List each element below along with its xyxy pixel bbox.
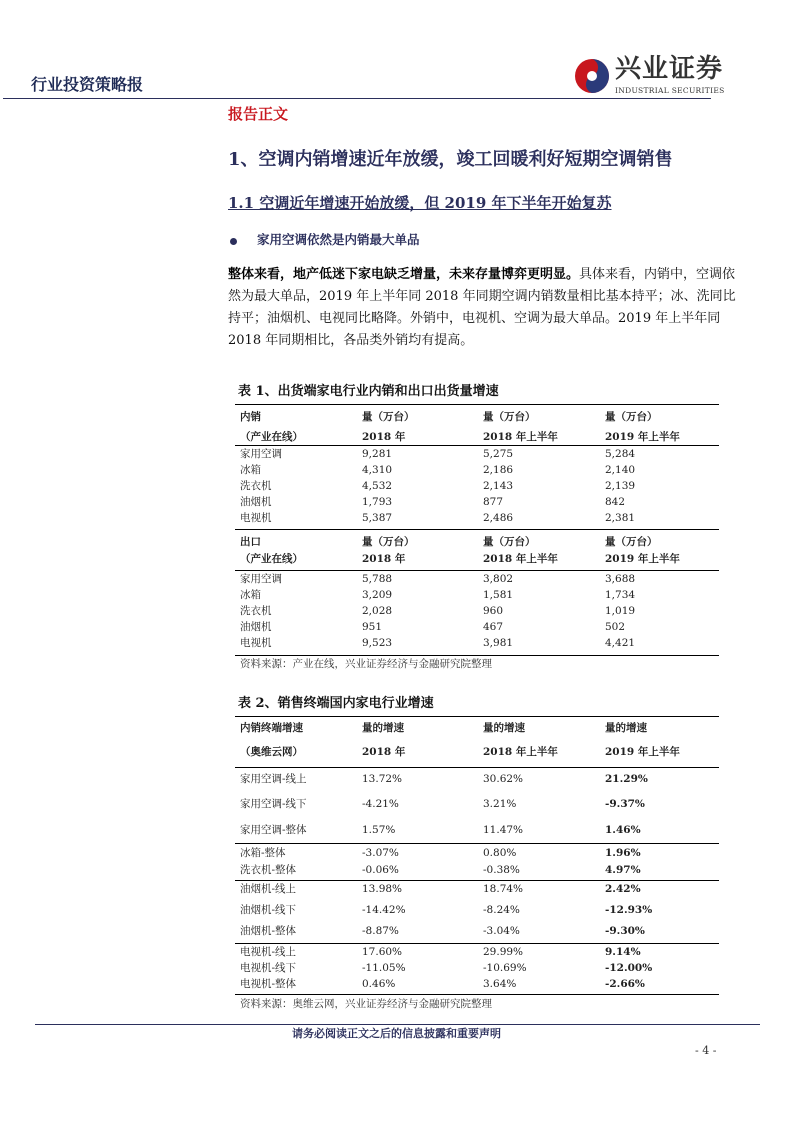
table1-header-cell: 量（万台） bbox=[362, 536, 415, 548]
table2-header-cell: 2018 年上半年 bbox=[483, 746, 558, 758]
table1-header-cell: 量（万台） bbox=[605, 536, 658, 548]
table-rule bbox=[235, 767, 719, 768]
table2-row-cell: -3.07% bbox=[362, 847, 399, 859]
table1-row-cell: 3,688 bbox=[605, 573, 636, 585]
table2-row-cell: 2.42% bbox=[605, 883, 641, 895]
table2-header-cell: 2018 年 bbox=[362, 746, 406, 758]
table1-row-cell: 502 bbox=[605, 621, 626, 633]
table1-row-cell: 洗衣机 bbox=[240, 605, 272, 617]
table1-row-cell: 4,310 bbox=[362, 464, 393, 476]
table2-row-cell: 3.64% bbox=[483, 978, 517, 990]
table1-row-cell: 9,523 bbox=[362, 637, 393, 649]
table1-header-cell: （产业在线） bbox=[240, 431, 303, 443]
table1-row-cell: 冰箱 bbox=[240, 589, 261, 601]
page-number: - 4 - bbox=[695, 1044, 717, 1057]
table1-row-cell: 电视机 bbox=[240, 637, 272, 649]
table2-row-cell: 家用空调-线上 bbox=[240, 773, 307, 785]
table1-row-cell: 1,793 bbox=[362, 496, 393, 508]
table2-row-cell: 家用空调-整体 bbox=[240, 824, 307, 836]
table-rule bbox=[235, 716, 719, 717]
table1-row-cell: 3,802 bbox=[483, 573, 514, 585]
table2-row-cell: -9.37% bbox=[605, 798, 645, 810]
table1-row-cell: 电视机 bbox=[240, 512, 272, 524]
table1-header-cell: 2019 年上半年 bbox=[605, 431, 680, 443]
table2-row-cell: 1.57% bbox=[362, 824, 396, 836]
table2-row-cell: 电视机-整体 bbox=[240, 978, 297, 990]
heading-2: 1.1 空调近年增速开始放缓，但 2019 年下半年开始复苏 bbox=[228, 194, 612, 212]
table1-header-cell: 2018 年 bbox=[362, 553, 406, 565]
table1-row-cell: 2,486 bbox=[483, 512, 514, 524]
table-rule bbox=[235, 655, 719, 656]
table2-source: 资料来源：奥维云网，兴业证券经济与金融研究院整理 bbox=[240, 998, 492, 1010]
table1-header-cell: 出口 bbox=[240, 536, 261, 548]
table2-row-cell: 0.80% bbox=[483, 847, 517, 859]
table1-row-cell: 467 bbox=[483, 621, 504, 633]
body-paragraph bbox=[228, 264, 738, 352]
table2-row-cell: 13.98% bbox=[362, 883, 403, 895]
header-divider bbox=[3, 98, 711, 99]
table1-row-cell: 2,381 bbox=[605, 512, 636, 524]
table2-header-cell: 2019 年上半年 bbox=[605, 746, 680, 758]
table2-row-cell: -12.93% bbox=[605, 904, 653, 916]
table1-row-cell: 家用空调 bbox=[240, 448, 282, 460]
table1-header-cell: 量（万台） bbox=[483, 411, 536, 423]
table1-row-cell: 油烟机 bbox=[240, 496, 272, 508]
table-rule bbox=[235, 994, 719, 995]
heading-1: 1、空调内销增速近年放缓，竣工回暖利好短期空调销售 bbox=[228, 149, 673, 170]
table1-row-cell: 4,421 bbox=[605, 637, 636, 649]
table2-row-cell: -3.04% bbox=[483, 925, 520, 937]
table2-row-cell: 洗衣机-整体 bbox=[240, 864, 297, 876]
table2-header-cell: 量的增速 bbox=[483, 722, 525, 734]
table2-row-cell: 21.29% bbox=[605, 773, 648, 785]
table2-row-cell: -12.00% bbox=[605, 962, 653, 974]
table1-row-cell: 842 bbox=[605, 496, 626, 508]
table2-row-cell: 电视机-线上 bbox=[240, 946, 297, 958]
table2-row-cell: -2.66% bbox=[605, 978, 645, 990]
table2-row-cell: -11.05% bbox=[362, 962, 406, 974]
table1-source: 资料来源：产业在线，兴业证券经济与金融研究院整理 bbox=[240, 658, 492, 670]
table2-row-cell: 油烟机-线下 bbox=[240, 904, 297, 916]
table1-row-cell: 4,532 bbox=[362, 480, 393, 492]
table1-row-cell: 2,028 bbox=[362, 605, 393, 617]
table2-row-cell: -9.30% bbox=[605, 925, 645, 937]
table2-header-cell: （奥维云网） bbox=[240, 746, 303, 758]
para-rest: 具体来看，内销中，空调依然为最大单品，2019 年上半年同 2018 年同期空调内销数量相比基本持平；冰、洗同比持平；油烟机、电视同比略降。外销中，电视机、空调为最大单品。2019 年上半年同 2018 年同期相比，各品类外销均有提高。 bbox=[228, 267, 736, 348]
table1-row-cell: 3,981 bbox=[483, 637, 514, 649]
table2-row-cell: 1.46% bbox=[605, 824, 641, 836]
table2-row-cell: 11.47% bbox=[483, 824, 524, 836]
table2-row-cell: 家用空调-线下 bbox=[240, 798, 307, 810]
table2-row-cell: 3.21% bbox=[483, 798, 517, 810]
table1-row-cell: 2,139 bbox=[605, 480, 636, 492]
table-rule bbox=[235, 529, 719, 530]
table1-row-cell: 5,788 bbox=[362, 573, 393, 585]
table2-row-cell: 电视机-线下 bbox=[240, 962, 297, 974]
table1-row-cell: 冰箱 bbox=[240, 464, 261, 476]
table1-row-cell: 2,186 bbox=[483, 464, 514, 476]
table-rule bbox=[235, 404, 719, 405]
heading-3: 家用空调依然是内销最大单品 bbox=[257, 232, 420, 247]
table1-row-cell: 1,581 bbox=[483, 589, 514, 601]
table-rule bbox=[235, 570, 719, 571]
table1-row-cell: 油烟机 bbox=[240, 621, 272, 633]
table1-header-cell: 量（万台） bbox=[362, 411, 415, 423]
table1-row-cell: 5,275 bbox=[483, 448, 514, 460]
table1-header-cell: 2018 年上半年 bbox=[483, 553, 558, 565]
table1-row-cell: 2,143 bbox=[483, 480, 514, 492]
table1-row-cell: 2,140 bbox=[605, 464, 636, 476]
table1-header-cell: 2018 年上半年 bbox=[483, 431, 558, 443]
para-bold: 整体来看，地产低迷下家电缺乏增量，未来存量博弈更明显。 bbox=[228, 267, 580, 282]
table2-header-cell: 量的增速 bbox=[362, 722, 404, 734]
table1-header-cell: 内销 bbox=[240, 411, 261, 423]
table1-row-cell: 5,284 bbox=[605, 448, 636, 460]
table1-row-cell: 877 bbox=[483, 496, 504, 508]
logo-cn: 兴业证券 bbox=[615, 54, 724, 84]
table-rule bbox=[235, 843, 719, 844]
company-logo bbox=[573, 54, 733, 97]
table2-row-cell: 4.97% bbox=[605, 864, 641, 876]
table1-row-cell: 洗衣机 bbox=[240, 480, 272, 492]
table1-header-cell: 量（万台） bbox=[605, 411, 658, 423]
table1-header-cell: 2018 年 bbox=[362, 431, 406, 443]
table2-row-cell: 9.14% bbox=[605, 946, 641, 958]
table2-row-cell: 30.62% bbox=[483, 773, 524, 785]
table1-row-cell: 1,019 bbox=[605, 605, 636, 617]
table-rule bbox=[235, 445, 719, 446]
table2-header-cell: 量的增速 bbox=[605, 722, 647, 734]
table1-row-cell: 951 bbox=[362, 621, 383, 633]
table1-row-cell: 960 bbox=[483, 605, 504, 617]
table1-header-cell: （产业在线） bbox=[240, 553, 303, 565]
table2-row-cell: 冰箱-整体 bbox=[240, 847, 286, 859]
logo-emblem-icon bbox=[573, 57, 611, 95]
table1-row-cell: 3,209 bbox=[362, 589, 393, 601]
table1-row-cell: 家用空调 bbox=[240, 573, 282, 585]
table1-row-cell: 1,734 bbox=[605, 589, 636, 601]
bullet-icon bbox=[230, 238, 237, 245]
table2-row-cell: -10.69% bbox=[483, 962, 527, 974]
table2-row-cell: -8.87% bbox=[362, 925, 399, 937]
table-rule bbox=[235, 880, 719, 881]
table2-row-cell: 油烟机-整体 bbox=[240, 925, 297, 937]
table2-row-cell: 17.60% bbox=[362, 946, 403, 958]
table1-title: 表 1、出货端家电行业内销和出口出货量增速 bbox=[238, 384, 499, 399]
table1-row-cell: 9,281 bbox=[362, 448, 393, 460]
table2-row-cell: -14.42% bbox=[362, 904, 406, 916]
table2-row-cell: 0.46% bbox=[362, 978, 396, 990]
table2-row-cell: 29.99% bbox=[483, 946, 524, 958]
table2-row-cell: 油烟机-线上 bbox=[240, 883, 297, 895]
table1-header-cell: 2019 年上半年 bbox=[605, 553, 680, 565]
table2-row-cell: 13.72% bbox=[362, 773, 403, 785]
section-label: 报告正文 bbox=[228, 105, 289, 123]
table2-row-cell: 1.96% bbox=[605, 847, 641, 859]
table2-row-cell: -0.06% bbox=[362, 864, 399, 876]
logo-en: INDUSTRIAL SECURITIES bbox=[615, 86, 725, 95]
table1-header-cell: 量（万台） bbox=[483, 536, 536, 548]
table2-header-cell: 内销终端增速 bbox=[240, 722, 303, 734]
table1-row-cell: 5,387 bbox=[362, 512, 393, 524]
table2-row-cell: -4.21% bbox=[362, 798, 399, 810]
footer-divider bbox=[35, 1024, 760, 1025]
table-rule bbox=[235, 943, 719, 944]
table2-row-cell: 18.74% bbox=[483, 883, 524, 895]
table2-row-cell: -0.38% bbox=[483, 864, 520, 876]
footer-disclaimer: 请务必阅读正文之后的信息披露和重要声明 bbox=[292, 1027, 501, 1040]
report-type: 行业投资策略报 bbox=[31, 75, 144, 94]
table2-row-cell: -8.24% bbox=[483, 904, 520, 916]
table2-title: 表 2、销售终端国内家电行业增速 bbox=[238, 696, 434, 711]
